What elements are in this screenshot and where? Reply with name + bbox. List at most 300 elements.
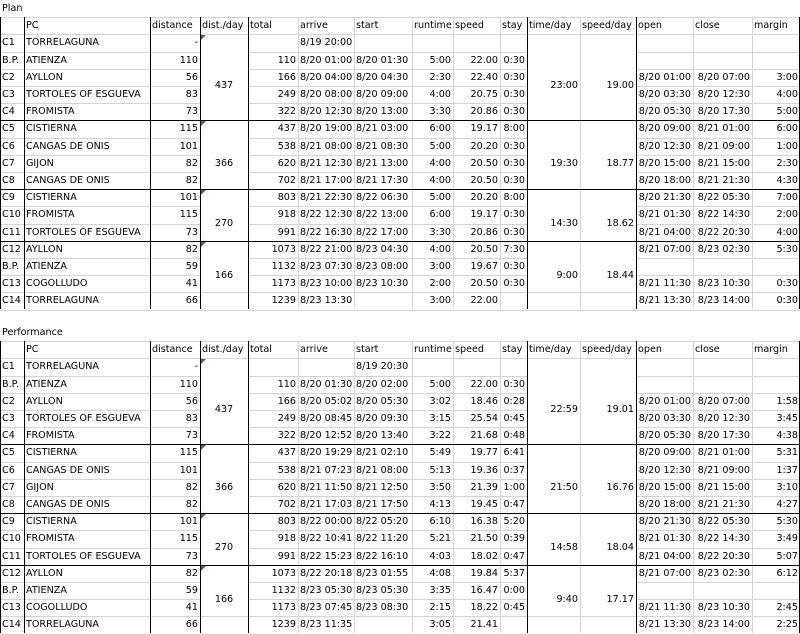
plan-cell-id[interactable]: C13 — [2, 278, 21, 289]
performance-cell-speed[interactable]: 21.50 — [470, 533, 498, 544]
performance-cell-arrive[interactable]: 8/22 10:41 — [300, 533, 353, 544]
plan-cell-margin[interactable]: 5:00 — [776, 106, 798, 117]
performance-cell-runtime[interactable]: 4:13 — [429, 499, 451, 510]
plan-cell-open[interactable]: 8/20 12:30 — [638, 141, 691, 152]
plan-cell-stay[interactable]: 8:00 — [503, 123, 525, 134]
performance-cell-pc[interactable]: TORRELAGUNA — [26, 619, 99, 630]
performance-cell-pc[interactable]: CANGAS DE ONIS — [26, 499, 110, 510]
performance-cell-id[interactable]: C5 — [2, 447, 15, 458]
performance-cell-margin[interactable]: 4:38 — [776, 430, 798, 441]
plan-cell-runtime[interactable] — [412, 34, 453, 51]
plan-cell-stay[interactable]: 0:30 — [503, 175, 525, 186]
performance-cell-close[interactable] — [693, 358, 752, 375]
plan-cell-speed[interactable]: 19.67 — [470, 261, 498, 272]
plan-cell-speed[interactable]: 20.50 — [470, 278, 498, 289]
plan-cell-pc[interactable]: CANGAS DE ONIS — [26, 141, 110, 152]
performance-cell-close[interactable]: 8/23 10:30 — [697, 602, 750, 613]
plan-cell-start[interactable]: 8/23 08:00 — [356, 261, 409, 272]
performance-cell-pc[interactable]: AYLLON — [26, 396, 63, 407]
plan-cell-id[interactable]: C1 — [2, 37, 15, 48]
performance-cell-total[interactable]: 918 — [277, 533, 296, 544]
performance-cell-pc[interactable]: TORTOLES OF ESGUEVA — [26, 551, 141, 562]
performance-cell-start[interactable]: 8/21 12:50 — [356, 482, 409, 493]
performance-cell-pc[interactable]: FROMISTA — [26, 430, 75, 441]
performance-cell-arrive[interactable]: 8/23 05:30 — [300, 585, 353, 596]
performance-cell-start[interactable]: 8/20 05:30 — [356, 396, 409, 407]
plan-cell-arrive[interactable]: 8/22 21:00 — [300, 244, 353, 255]
performance-merged-dist-day[interactable]: 437 — [214, 404, 234, 415]
plan-cell-total[interactable]: 437 — [277, 123, 296, 134]
performance-cell-open[interactable]: 8/21 04:00 — [638, 551, 691, 562]
plan-cell-total[interactable]: 166 — [277, 72, 296, 83]
performance-cell-runtime[interactable]: 5:13 — [429, 465, 451, 476]
plan-cell-open[interactable] — [636, 52, 693, 69]
performance-cell-runtime[interactable]: 3:35 — [429, 585, 451, 596]
plan-cell-start[interactable]: 8/21 08:30 — [356, 141, 409, 152]
plan-cell-pc[interactable]: COGOLLUDO — [26, 278, 88, 289]
performance-cell-distance[interactable]: 73 — [185, 430, 198, 441]
plan-merged-time-day[interactable]: 14:30 — [550, 218, 578, 229]
plan-cell-close[interactable]: 8/23 02:30 — [697, 244, 750, 255]
plan-cell-open[interactable]: 8/20 05:30 — [638, 106, 691, 117]
performance-cell-close[interactable]: 8/20 12:30 — [697, 413, 750, 424]
performance-cell-margin[interactable]: 3:49 — [776, 533, 798, 544]
performance-cell-arrive[interactable]: 8/23 07:45 — [300, 602, 353, 613]
plan-cell-close[interactable]: 8/20 07:00 — [697, 72, 750, 83]
performance-cell-runtime[interactable]: 5:49 — [429, 447, 451, 458]
plan-cell-distance[interactable]: 101 — [179, 141, 198, 152]
performance-cell-start[interactable] — [354, 616, 412, 633]
plan-cell-close[interactable]: 8/20 17:30 — [697, 106, 750, 117]
plan-cell-speed[interactable]: 20.86 — [470, 106, 498, 117]
performance-merged-speed-day[interactable]: 16.76 — [606, 482, 634, 493]
plan-cell-close[interactable]: 8/22 20:30 — [697, 227, 750, 238]
performance-cell-stay[interactable]: 6:41 — [503, 447, 525, 458]
performance-cell-distance[interactable]: 73 — [185, 551, 198, 562]
plan-cell-speed[interactable]: 19.17 — [470, 209, 498, 220]
performance-cell-margin[interactable] — [752, 582, 800, 599]
performance-cell-distance[interactable]: 82 — [185, 499, 198, 510]
performance-merged-dist-day[interactable]: 270 — [214, 542, 234, 553]
plan-cell-start[interactable]: 8/22 17:00 — [356, 227, 409, 238]
plan-cell-stay[interactable]: 0:30 — [503, 141, 525, 152]
performance-cell-close[interactable] — [693, 582, 752, 599]
performance-cell-runtime[interactable]: 4:08 — [429, 568, 451, 579]
plan-cell-margin[interactable]: 0:30 — [776, 295, 798, 306]
performance-cell-speed[interactable]: 21.39 — [470, 482, 498, 493]
plan-cell-runtime[interactable]: 3:00 — [429, 261, 451, 272]
plan-cell-total[interactable]: 620 — [277, 158, 296, 169]
performance-cell-margin[interactable]: 1:58 — [776, 396, 798, 407]
plan-cell-close[interactable] — [693, 52, 752, 69]
plan-cell-close[interactable]: 8/22 05:30 — [697, 192, 750, 203]
performance-cell-speed[interactable] — [453, 358, 500, 375]
plan-cell-pc[interactable]: CANGAS DE ONIS — [26, 175, 110, 186]
performance-cell-margin[interactable]: 1:37 — [776, 465, 798, 476]
plan-cell-distance[interactable]: 56 — [185, 72, 198, 83]
plan-cell-distance[interactable]: 59 — [185, 261, 198, 272]
performance-cell-speed[interactable]: 16.38 — [470, 516, 498, 527]
performance-cell-total[interactable]: 1132 — [271, 585, 296, 596]
plan-cell-close[interactable]: 8/21 15:00 — [697, 158, 750, 169]
performance-cell-start[interactable]: 8/21 08:00 — [356, 465, 409, 476]
plan-cell-start[interactable]: 8/22 06:30 — [356, 192, 409, 203]
plan-cell-total[interactable]: 702 — [277, 175, 296, 186]
performance-cell-arrive[interactable]: 8/20 19:29 — [300, 447, 353, 458]
plan-cell-id[interactable]: C8 — [2, 175, 15, 186]
performance-cell-close[interactable]: 8/22 05:30 — [697, 516, 750, 527]
plan-cell-distance[interactable]: - — [194, 37, 198, 48]
plan-cell-runtime[interactable]: 6:00 — [429, 209, 451, 220]
plan-cell-pc[interactable]: TORRELAGUNA — [26, 295, 99, 306]
performance-cell-speed[interactable]: 19.45 — [470, 499, 498, 510]
plan-merged-dist-day[interactable]: 270 — [214, 218, 234, 229]
plan-cell-close[interactable] — [693, 34, 752, 51]
plan-cell-pc[interactable]: TORRELAGUNA — [26, 37, 99, 48]
plan-merged-dist-day[interactable]: 166 — [214, 270, 234, 281]
plan-cell-arrive[interactable]: 8/21 17:00 — [300, 175, 353, 186]
performance-merged-dist-day[interactable]: 166 — [214, 594, 234, 605]
plan-cell-open[interactable]: 8/20 18:00 — [638, 175, 691, 186]
plan-cell-stay[interactable]: 0:30 — [503, 106, 525, 117]
plan-cell-id[interactable]: C9 — [2, 192, 15, 203]
performance-cell-arrive[interactable]: 8/21 11:50 — [300, 482, 353, 493]
plan-cell-distance[interactable]: 83 — [185, 89, 198, 100]
plan-cell-open[interactable]: 8/20 01:00 — [638, 72, 691, 83]
plan-cell-start[interactable]: 8/20 13:00 — [356, 106, 409, 117]
plan-cell-total[interactable]: 110 — [277, 55, 296, 66]
plan-cell-close[interactable]: 8/21 09:00 — [697, 141, 750, 152]
performance-cell-arrive[interactable]: 8/20 08:45 — [300, 413, 353, 424]
performance-cell-distance[interactable]: 56 — [185, 396, 198, 407]
performance-cell-arrive[interactable]: 8/20 12:52 — [300, 430, 353, 441]
plan-cell-speed[interactable]: 22.00 — [470, 295, 498, 306]
performance-cell-margin[interactable]: 5:07 — [776, 551, 798, 562]
performance-cell-start[interactable]: 8/23 01:55 — [356, 568, 409, 579]
plan-cell-close[interactable]: 8/23 14:00 — [697, 295, 750, 306]
performance-cell-distance[interactable]: 82 — [185, 482, 198, 493]
performance-cell-distance[interactable]: 115 — [179, 533, 198, 544]
performance-cell-stay[interactable]: 1:00 — [503, 482, 525, 493]
performance-cell-stay[interactable]: 5:37 — [503, 568, 525, 579]
plan-cell-total[interactable]: 322 — [277, 106, 296, 117]
performance-cell-open[interactable]: 8/21 07:00 — [638, 568, 691, 579]
plan-cell-pc[interactable]: CISTIERNA — [26, 192, 77, 203]
plan-cell-pc[interactable]: TORTOLES OF ESGUEVA — [26, 227, 141, 238]
performance-cell-close[interactable]: 8/21 09:00 — [697, 465, 750, 476]
performance-cell-margin[interactable]: 5:30 — [776, 516, 798, 527]
plan-cell-open[interactable]: 8/21 13:30 — [638, 295, 691, 306]
performance-cell-speed[interactable]: 19.84 — [470, 568, 498, 579]
plan-cell-stay[interactable] — [500, 34, 527, 51]
performance-cell-speed[interactable]: 18.22 — [470, 602, 498, 613]
performance-cell-speed[interactable]: 21.41 — [470, 619, 498, 630]
performance-cell-id[interactable]: C12 — [2, 568, 21, 579]
performance-cell-start[interactable]: 8/21 02:10 — [356, 447, 409, 458]
plan-cell-stay[interactable]: 0:30 — [503, 72, 525, 83]
plan-cell-speed[interactable]: 20.50 — [470, 175, 498, 186]
plan-cell-distance[interactable]: 73 — [185, 227, 198, 238]
performance-cell-stay[interactable]: 0:45 — [503, 602, 525, 613]
performance-cell-total[interactable]: 620 — [277, 482, 296, 493]
performance-cell-runtime[interactable]: 3:02 — [429, 396, 451, 407]
plan-cell-pc[interactable]: AYLLON — [26, 244, 63, 255]
performance-cell-open[interactable]: 8/20 01:00 — [638, 396, 691, 407]
plan-cell-distance[interactable]: 66 — [185, 295, 198, 306]
performance-cell-pc[interactable]: ATIENZA — [26, 585, 67, 596]
plan-cell-total[interactable]: 918 — [277, 209, 296, 220]
performance-cell-start[interactable]: 8/22 11:20 — [356, 533, 409, 544]
plan-cell-speed[interactable]: 20.75 — [470, 89, 498, 100]
plan-cell-start[interactable]: 8/23 04:30 — [356, 244, 409, 255]
performance-cell-id[interactable]: C1 — [2, 361, 15, 372]
plan-cell-margin[interactable]: 5:30 — [776, 244, 798, 255]
plan-cell-total[interactable]: 249 — [277, 89, 296, 100]
plan-cell-total[interactable]: 538 — [277, 141, 296, 152]
plan-cell-margin[interactable]: 6:00 — [776, 123, 798, 134]
plan-cell-open[interactable]: 8/20 15:00 — [638, 158, 691, 169]
performance-cell-start[interactable]: 8/20 09:30 — [356, 413, 409, 424]
plan-cell-speed[interactable] — [453, 34, 500, 51]
plan-merged-time-day[interactable]: 9:00 — [556, 270, 578, 281]
plan-cell-arrive[interactable]: 8/20 19:00 — [300, 123, 353, 134]
performance-cell-arrive[interactable]: 8/21 17:03 — [300, 499, 353, 510]
performance-cell-start[interactable]: 8/20 02:00 — [356, 379, 409, 390]
plan-cell-total[interactable]: 991 — [277, 227, 296, 238]
performance-cell-arrive[interactable]: 8/21 07:23 — [300, 465, 353, 476]
performance-cell-distance[interactable]: 41 — [185, 602, 198, 613]
plan-cell-id[interactable]: B.P. — [2, 261, 19, 272]
performance-cell-arrive[interactable]: 8/22 00:00 — [300, 516, 353, 527]
plan-cell-margin[interactable]: 0:30 — [776, 278, 798, 289]
plan-cell-pc[interactable]: ATIENZA — [26, 55, 67, 66]
plan-cell-margin[interactable]: 7:00 — [776, 192, 798, 203]
plan-cell-start[interactable] — [354, 292, 412, 309]
performance-cell-margin[interactable]: 2:25 — [776, 619, 798, 630]
plan-cell-id[interactable]: C3 — [2, 89, 15, 100]
plan-cell-start[interactable] — [354, 34, 412, 51]
plan-merged-speed-day[interactable]: 18.62 — [606, 218, 634, 229]
plan-cell-distance[interactable]: 73 — [185, 106, 198, 117]
plan-cell-stay[interactable]: 0:30 — [503, 55, 525, 66]
performance-cell-stay[interactable] — [500, 358, 527, 375]
performance-cell-total[interactable]: 803 — [277, 516, 296, 527]
performance-merged-time-day[interactable]: 14:58 — [550, 542, 578, 553]
performance-cell-distance[interactable]: - — [194, 361, 198, 372]
plan-cell-speed[interactable]: 20.50 — [470, 158, 498, 169]
plan-cell-runtime[interactable]: 4:00 — [429, 158, 451, 169]
performance-cell-speed[interactable]: 21.68 — [470, 430, 498, 441]
performance-cell-pc[interactable]: AYLLON — [26, 568, 63, 579]
plan-cell-runtime[interactable]: 3:30 — [429, 106, 451, 117]
plan-cell-margin[interactable]: 4:00 — [776, 227, 798, 238]
performance-cell-open[interactable]: 8/20 15:00 — [638, 482, 691, 493]
plan-cell-arrive[interactable]: 8/22 16:30 — [300, 227, 353, 238]
performance-cell-stay[interactable]: 0:48 — [503, 430, 525, 441]
performance-cell-id[interactable]: C11 — [2, 551, 21, 562]
plan-cell-runtime[interactable]: 4:00 — [429, 244, 451, 255]
plan-cell-runtime[interactable]: 4:00 — [429, 175, 451, 186]
plan-cell-runtime[interactable]: 5:00 — [429, 55, 451, 66]
plan-cell-total[interactable]: 1173 — [271, 278, 296, 289]
performance-merged-dist-day[interactable]: 366 — [214, 482, 234, 493]
performance-cell-distance[interactable]: 59 — [185, 585, 198, 596]
plan-cell-speed[interactable]: 20.86 — [470, 227, 498, 238]
plan-cell-speed[interactable]: 22.00 — [470, 55, 498, 66]
performance-cell-id[interactable]: C13 — [2, 602, 21, 613]
plan-cell-stay[interactable]: 0:30 — [503, 227, 525, 238]
performance-cell-margin[interactable]: 2:45 — [776, 602, 798, 613]
performance-cell-margin[interactable] — [752, 358, 800, 375]
performance-cell-stay[interactable]: 0:45 — [503, 413, 525, 424]
plan-cell-total[interactable]: 1132 — [271, 261, 296, 272]
performance-cell-id[interactable]: C14 — [2, 619, 21, 630]
performance-cell-close[interactable]: 8/23 02:30 — [697, 568, 750, 579]
plan-cell-stay[interactable]: 0:30 — [503, 158, 525, 169]
performance-cell-pc[interactable]: CISTIERNA — [26, 447, 77, 458]
plan-cell-open[interactable]: 8/20 09:00 — [638, 123, 691, 134]
plan-cell-open[interactable]: 8/21 07:00 — [638, 244, 691, 255]
plan-cell-speed[interactable]: 19.17 — [470, 123, 498, 134]
performance-cell-id[interactable]: C6 — [2, 465, 15, 476]
plan-cell-stay[interactable]: 8:00 — [503, 192, 525, 203]
performance-cell-runtime[interactable]: 3:22 — [429, 430, 451, 441]
plan-cell-open[interactable]: 8/20 21:30 — [638, 192, 691, 203]
plan-cell-arrive[interactable]: 8/21 22:30 — [300, 192, 353, 203]
performance-cell-open[interactable]: 8/21 13:30 — [638, 619, 691, 630]
plan-cell-arrive[interactable]: 8/21 08:00 — [300, 141, 353, 152]
performance-cell-distance[interactable]: 66 — [185, 619, 198, 630]
plan-cell-pc[interactable]: AYLLON — [26, 72, 63, 83]
plan-cell-open[interactable]: 8/21 01:30 — [638, 209, 691, 220]
plan-cell-distance[interactable]: 101 — [179, 192, 198, 203]
plan-merged-time-day[interactable]: 23:00 — [550, 80, 578, 91]
plan-cell-close[interactable]: 8/21 01:00 — [697, 123, 750, 134]
plan-cell-total[interactable] — [248, 34, 298, 51]
performance-cell-distance[interactable]: 83 — [185, 413, 198, 424]
performance-cell-arrive[interactable]: 8/23 11:35 — [300, 619, 353, 630]
performance-cell-id[interactable]: C9 — [2, 516, 15, 527]
performance-cell-total[interactable]: 991 — [277, 551, 296, 562]
performance-cell-total[interactable]: 322 — [277, 430, 296, 441]
performance-cell-distance[interactable]: 101 — [179, 516, 198, 527]
plan-cell-start[interactable]: 8/20 04:30 — [356, 72, 409, 83]
plan-cell-start[interactable]: 8/21 17:30 — [356, 175, 409, 186]
performance-cell-open[interactable]: 8/20 09:00 — [638, 447, 691, 458]
plan-cell-arrive[interactable]: 8/23 07:30 — [300, 261, 353, 272]
performance-cell-distance[interactable]: 110 — [179, 379, 198, 390]
plan-cell-distance[interactable]: 115 — [179, 209, 198, 220]
plan-cell-stay[interactable]: 0:30 — [503, 278, 525, 289]
performance-cell-runtime[interactable]: 3:15 — [429, 413, 451, 424]
plan-cell-runtime[interactable]: 3:00 — [429, 295, 451, 306]
plan-cell-distance[interactable]: 82 — [185, 175, 198, 186]
performance-merged-time-day[interactable]: 9:40 — [556, 594, 578, 605]
plan-cell-open[interactable] — [636, 34, 693, 51]
performance-cell-close[interactable]: 8/21 01:00 — [697, 447, 750, 458]
plan-cell-arrive[interactable]: 8/21 12:30 — [300, 158, 353, 169]
performance-cell-open[interactable]: 8/21 11:30 — [638, 602, 691, 613]
performance-cell-pc[interactable]: CISTIERNA — [26, 516, 77, 527]
performance-cell-runtime[interactable]: 2:15 — [429, 602, 451, 613]
performance-cell-runtime[interactable]: 3:50 — [429, 482, 451, 493]
performance-cell-speed[interactable]: 25.54 — [470, 413, 498, 424]
performance-cell-start[interactable]: 8/22 16:10 — [356, 551, 409, 562]
plan-cell-speed[interactable]: 20.20 — [470, 141, 498, 152]
performance-cell-margin[interactable]: 3:10 — [776, 482, 798, 493]
plan-cell-arrive[interactable]: 8/19 20:00 — [300, 37, 353, 48]
plan-cell-runtime[interactable]: 3:30 — [429, 227, 451, 238]
performance-cell-close[interactable]: 8/22 20:30 — [697, 551, 750, 562]
performance-cell-pc[interactable]: CANGAS DE ONIS — [26, 465, 110, 476]
performance-cell-arrive[interactable]: 8/20 01:30 — [300, 379, 353, 390]
plan-cell-id[interactable]: C2 — [2, 72, 15, 83]
plan-cell-start[interactable]: 8/20 01:30 — [356, 55, 409, 66]
plan-cell-id[interactable]: C10 — [2, 209, 21, 220]
plan-cell-distance[interactable]: 82 — [185, 244, 198, 255]
plan-cell-margin[interactable]: 3:00 — [776, 72, 798, 83]
performance-cell-pc[interactable]: ATIENZA — [26, 379, 67, 390]
plan-cell-margin[interactable] — [752, 34, 800, 51]
plan-cell-arrive[interactable]: 8/20 12:30 — [300, 106, 353, 117]
performance-cell-pc[interactable]: TORTOLES OF ESGUEVA — [26, 413, 141, 424]
plan-cell-runtime[interactable]: 5:00 — [429, 141, 451, 152]
plan-cell-margin[interactable]: 1:00 — [776, 141, 798, 152]
plan-cell-speed[interactable]: 22.40 — [470, 72, 498, 83]
plan-cell-id[interactable]: B.P. — [2, 55, 19, 66]
performance-cell-speed[interactable]: 19.36 — [470, 465, 498, 476]
plan-cell-close[interactable]: 8/23 10:30 — [697, 278, 750, 289]
performance-cell-open[interactable]: 8/20 05:30 — [638, 430, 691, 441]
plan-cell-runtime[interactable]: 6:00 — [429, 123, 451, 134]
performance-cell-runtime[interactable]: 5:00 — [429, 379, 451, 390]
plan-cell-start[interactable]: 8/20 09:00 — [356, 89, 409, 100]
performance-cell-stay[interactable]: 0:30 — [503, 379, 525, 390]
performance-cell-pc[interactable]: COGOLLUDO — [26, 602, 88, 613]
plan-cell-pc[interactable]: FROMISTA — [26, 209, 75, 220]
performance-cell-total[interactable]: 1239 — [271, 619, 296, 630]
plan-cell-pc[interactable]: CISTIERNA — [26, 123, 77, 134]
plan-cell-id[interactable]: C5 — [2, 123, 15, 134]
performance-cell-total[interactable]: 1173 — [271, 602, 296, 613]
performance-cell-margin[interactable]: 5:31 — [776, 447, 798, 458]
plan-cell-start[interactable]: 8/22 13:00 — [356, 209, 409, 220]
performance-cell-runtime[interactable]: 4:03 — [429, 551, 451, 562]
plan-cell-open[interactable] — [636, 258, 693, 275]
plan-cell-distance[interactable]: 115 — [179, 123, 198, 134]
performance-cell-open[interactable]: 8/21 01:30 — [638, 533, 691, 544]
performance-cell-close[interactable]: 8/20 17:30 — [697, 430, 750, 441]
performance-cell-start[interactable]: 8/23 08:30 — [356, 602, 409, 613]
performance-cell-id[interactable]: C4 — [2, 430, 15, 441]
plan-cell-id[interactable]: C11 — [2, 227, 21, 238]
plan-cell-pc[interactable]: TORTOLES OF ESGUEVA — [26, 89, 141, 100]
performance-cell-pc[interactable]: FROMISTA — [26, 533, 75, 544]
performance-cell-stay[interactable]: 0:37 — [503, 465, 525, 476]
performance-cell-stay[interactable]: 0:47 — [503, 551, 525, 562]
performance-cell-total[interactable]: 1073 — [271, 568, 296, 579]
plan-cell-id[interactable]: C7 — [2, 158, 15, 169]
performance-cell-start[interactable]: 8/19 20:30 — [356, 361, 409, 372]
plan-cell-margin[interactable]: 4:00 — [776, 89, 798, 100]
performance-cell-open[interactable] — [636, 376, 693, 393]
performance-cell-start[interactable]: 8/23 05:30 — [356, 585, 409, 596]
plan-cell-pc[interactable]: FROMISTA — [26, 106, 75, 117]
performance-cell-margin[interactable] — [752, 376, 800, 393]
performance-cell-total[interactable]: 249 — [277, 413, 296, 424]
plan-cell-start[interactable]: 8/21 13:00 — [356, 158, 409, 169]
performance-cell-stay[interactable]: 0:47 — [503, 499, 525, 510]
